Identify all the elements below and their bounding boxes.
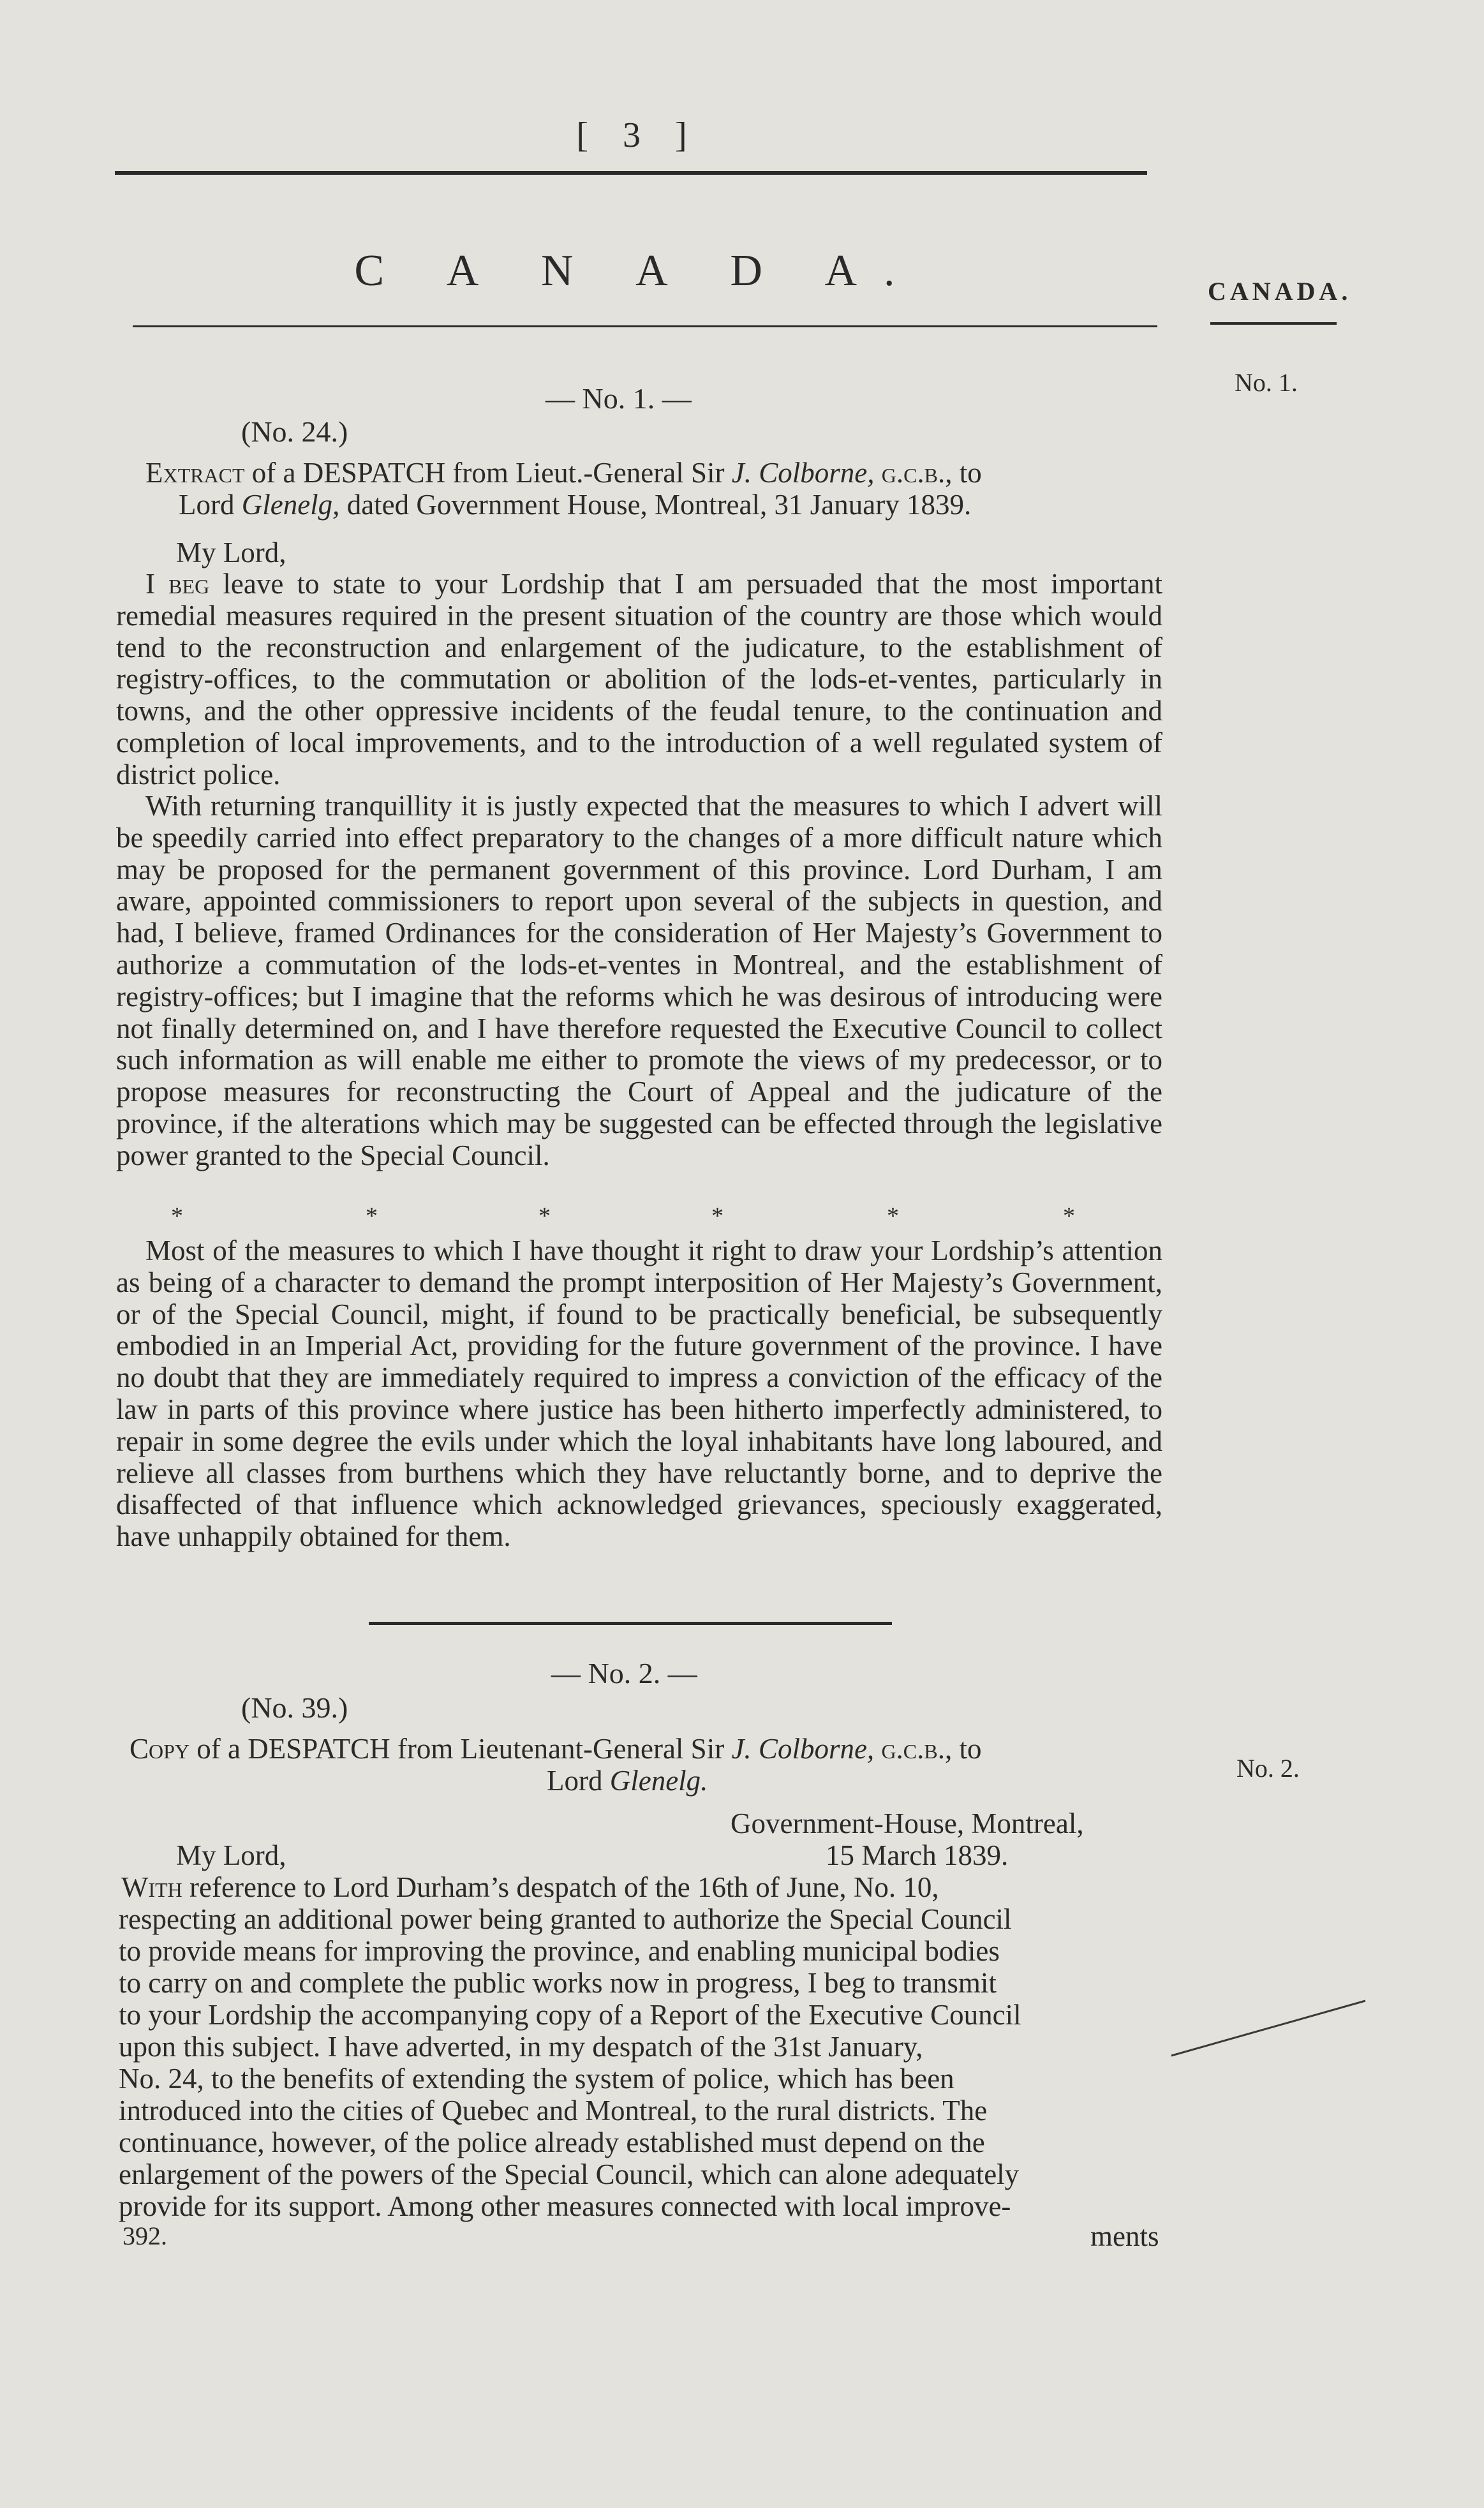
doc2-heading-lead: Copy	[130, 1733, 190, 1765]
side-heading: CANADA.	[1208, 277, 1352, 306]
doc1-heading-line1	[145, 457, 982, 489]
doc1-recipient-name: Glenelg,	[241, 489, 340, 521]
doc1-number: — No. 1. —	[545, 382, 692, 415]
doc2-side-ref: No. 2.	[1236, 1754, 1300, 1783]
page-number: [ 3 ]	[576, 115, 700, 155]
doc1-heading-text: of a DESPATCH from Lieut.-General Sir	[251, 457, 725, 489]
doc2-line: to carry on and complete the public works now in progress, I beg to transmit	[119, 1967, 997, 1999]
doc2-recipient-name: Glenelg.	[609, 1765, 708, 1797]
doc2-salutation: My Lord,	[176, 1839, 286, 1871]
doc2-line: enlargement of the powers of the Special Council, which can alone adequately	[119, 2158, 1020, 2190]
doc1-para1-text: leave to state to your Lordship that I am persuaded that the most important remedial measures required in the present situation of the country are those which would tend to the reconstruction and enlargement of the judicature, to the establishment of registry-offices, to the commutation or abolition of the lods-et-ventes, particularly in towns, and the other oppressive incidents of the feudal tenure, to the continuation and completion of local improvements, and to the introduction of a well regulated system of district police.	[116, 568, 1162, 790]
asterisk: *	[171, 1203, 183, 1229]
asterisk: *	[366, 1203, 378, 1229]
asterisk: *	[711, 1203, 723, 1229]
doc2-line: introduced into the cities of Quebec and Montreal, to the rural districts. The	[119, 2095, 988, 2126]
asterisk: *	[1063, 1203, 1075, 1229]
doc2-heading-line1	[130, 1733, 982, 1765]
section-divider	[369, 1622, 892, 1625]
catchword: ments	[1090, 2220, 1159, 2252]
doc2-line: No. 24, to the benefits of extending the system of police, which has been	[119, 2063, 954, 2095]
doc1-paragraph-3: Most of the measures to which I have thought it right to draw your Lordship’s attention as being of a character to demand the prompt interposition of Her Majesty’s Government, or of the Special Council, might, if found to be practically beneficial, be subsequently embodied in an Imperial Act, providing for the future government of the province. I have no doubt that they are immediately required to impress a conviction of the efficacy of the law in parts of this province where justice has been hitherto imperfectly administered, to repair in some degree the evils under which the loyal inhabitants have long laboured, and relieve all classes from burthens which they have reluctantly borne, and to deprive the disaffected of that influence which acknowledged grievances, speciously exaggerated, have unhappily obtained for them.	[116, 1235, 1162, 1553]
asterisk: *	[887, 1203, 899, 1229]
side-heading-rule	[1210, 322, 1337, 325]
doc2-line: to provide means for improving the province, and enabling municipal bodies	[119, 1935, 1000, 1967]
doc2-para1-lead: With	[121, 1871, 182, 1903]
doc1-paragraph-2: With returning tranquillity it is justly expected that the measures to which I advert will be speedily carried into effect preparatory to the changes of a more difficult nature which may be proposed for the permanent government of this province. Lord Durham, I am aware, appointed commissioners to report upon several of the subjects in question, and had, I believe, framed Ordinances for the consideration of Her Majesty’s Government to authorize a commutation of the lods-et-ventes in Montreal, and the establishment of registry-offices; but I imagine that the reforms which he was desirous of introducing were not finally determined on, and I have therefore requested the Executive Council to collect such information as will enable me either to promote the views of my predecessor, or to propose measures for reconstructing the Court of Appeal and the judicature of the province, if the alterations which may be suggested can be effected through the legislative power granted to the Special Council.	[116, 790, 1162, 1171]
doc1-asterisks	[0, 1202, 1484, 1230]
doc2-line: to your Lordship the accompanying copy of a Report of the Executive Council	[119, 1999, 1021, 2031]
doc1-side-ref: No. 1.	[1235, 368, 1298, 397]
doc1-heading-rest: dated Government House, Montreal, 31 January 1839.	[346, 489, 972, 521]
doc1-heading-end: , to	[945, 457, 982, 489]
doc2-line: With reference to Lord Durham’s despatch of the 16th of June, No. 10,	[121, 1871, 939, 1903]
doc2-number: — No. 2. —	[551, 1657, 697, 1689]
doc2-date: 15 March 1839.	[826, 1839, 1009, 1871]
doc2-heading-text: of a DESPATCH from Lieutenant-General Sir	[197, 1733, 725, 1765]
doc1-heading-lead: Extract	[145, 457, 245, 489]
doc2-line: continuance, however, of the police already established must depend on the	[119, 2126, 985, 2158]
page-title: C A N A D A.	[354, 246, 922, 295]
header-rule	[115, 171, 1147, 175]
doc2-ref: (No. 39.)	[241, 1691, 348, 1724]
doc1-sender-honours: g.c.b.	[881, 457, 946, 489]
margin-pointer-line	[1168, 1991, 1378, 2061]
doc1-sender-name: J. Colborne,	[731, 457, 875, 489]
signature-mark: 392.	[122, 2222, 167, 2250]
doc1-paragraph-1	[116, 568, 1162, 791]
doc2-line: upon this subject. I have adverted, in my despatch of the 31st January,	[119, 2031, 923, 2063]
title-rule	[133, 325, 1157, 327]
asterisk: *	[538, 1203, 551, 1229]
doc2-line: respecting an additional power being granted to authorize the Special Council	[119, 1903, 1012, 1935]
doc2-heading-line2	[547, 1765, 708, 1797]
doc2-heading-end: , to	[944, 1733, 982, 1765]
doc2-address: Government-House, Montreal,	[731, 1807, 1084, 1839]
doc2-sender-honours: g.c.b.	[881, 1733, 945, 1765]
doc1-salutation: My Lord,	[176, 537, 286, 568]
doc2-line: provide for its support. Among other measures connected with local improve-	[119, 2190, 1011, 2222]
doc2-heading-lord: Lord	[547, 1765, 603, 1797]
doc2-sender-name: J. Colborne,	[731, 1733, 875, 1765]
doc1-heading-lord: Lord	[179, 489, 235, 521]
doc1-ref: (No. 24.)	[241, 415, 348, 448]
doc1-heading-line2	[179, 489, 971, 521]
doc1-para1-lead: I beg	[145, 568, 210, 600]
